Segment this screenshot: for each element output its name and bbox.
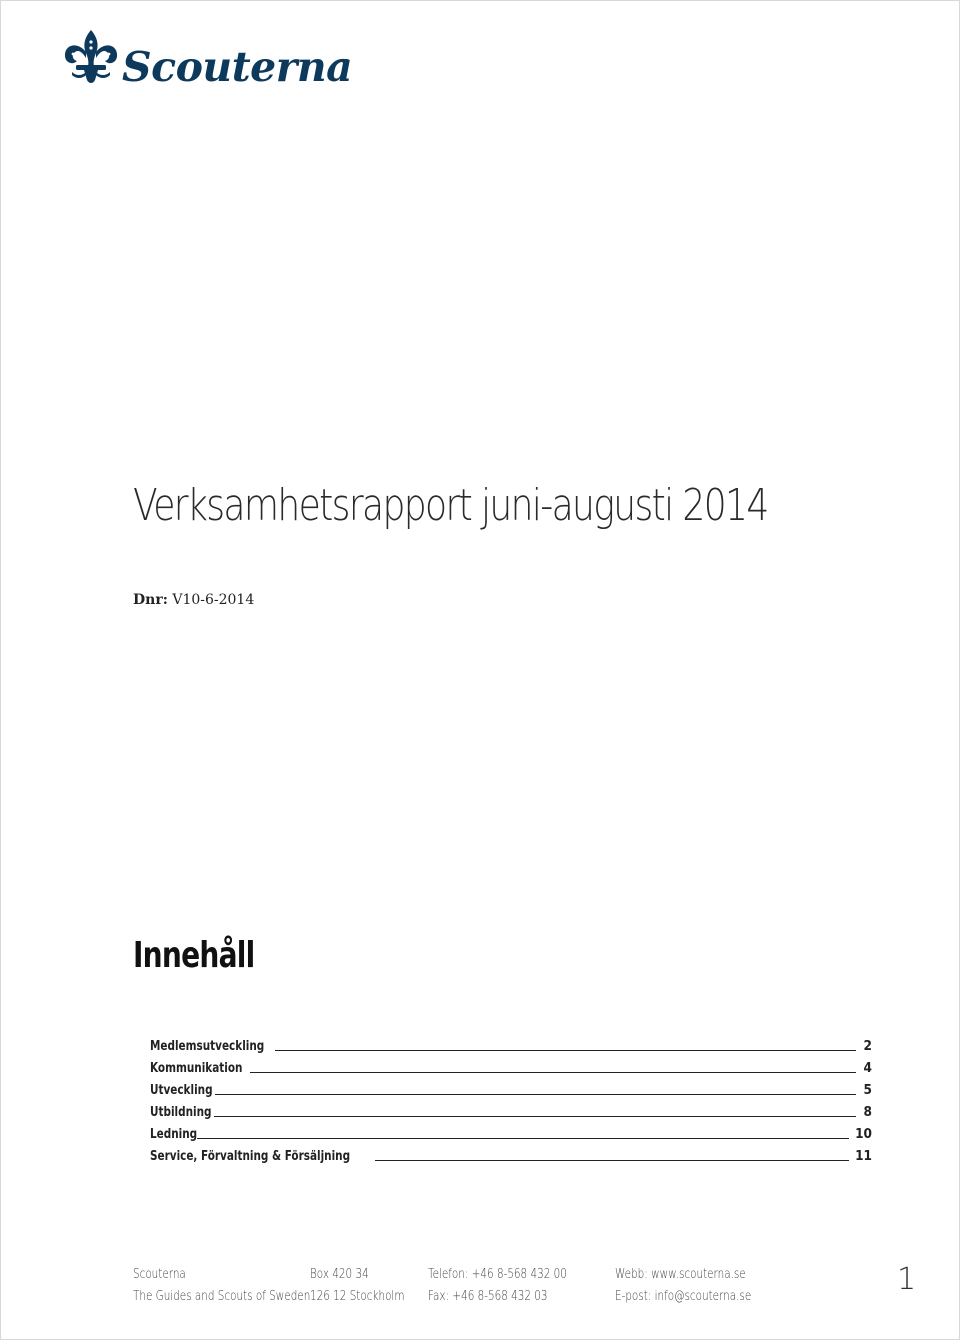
toc-entry-label: Medlemsutveckling [150, 1038, 265, 1054]
toc-entry-label: Ledning [150, 1126, 198, 1142]
logo-wordmark: Scouterna [122, 43, 353, 91]
dnr-value: V10-6-2014 [172, 592, 255, 608]
footer-phone: Telefon: +46 8-568 432 00 [428, 1267, 567, 1282]
toc-leader-line [197, 1138, 849, 1139]
toc-entry[interactable] [150, 1032, 872, 1054]
toc-entry-label: Kommunikation [150, 1060, 243, 1076]
toc-entry[interactable] [150, 1054, 872, 1076]
toc-entry-label: Utbildning [150, 1104, 212, 1120]
toc-leader-line [214, 1116, 856, 1117]
footer-address [310, 1264, 404, 1308]
toc-entry-page: 11 [855, 1148, 872, 1164]
toc-entry[interactable] [150, 1120, 872, 1142]
footer-address-line1: Box 420 34 [310, 1267, 369, 1282]
footer-organization [133, 1264, 310, 1308]
page-footer [133, 1264, 933, 1308]
toc-entry-label: Utveckling [150, 1082, 213, 1098]
toc-entry[interactable] [150, 1076, 872, 1098]
document-number [133, 592, 254, 608]
footer-web-link[interactable]: Webb: www.scouterna.se [615, 1267, 746, 1282]
table-of-contents [150, 1032, 872, 1164]
toc-leader-line [375, 1160, 849, 1161]
toc-leader-line [250, 1072, 856, 1073]
toc-entry-label: Service, Förvaltning & Försäljning [150, 1148, 351, 1164]
footer-org-subtitle: The Guides and Scouts of Sweden [133, 1289, 311, 1304]
toc-leader-line [215, 1094, 856, 1095]
toc-entry[interactable] [150, 1098, 872, 1120]
toc-entry[interactable] [150, 1142, 872, 1164]
footer-phone-fax [428, 1264, 567, 1308]
footer-fax: Fax: +46 8-568 432 03 [428, 1289, 548, 1304]
document-title: Verksamhetsrapport juni-augusti 2014 [133, 480, 768, 531]
toc-entry-page: 4 [863, 1060, 872, 1076]
page-number: 1 [897, 1262, 917, 1297]
toc-entry-page: 10 [855, 1126, 872, 1142]
toc-leader-line [275, 1050, 856, 1051]
dnr-label: Dnr: [133, 592, 168, 608]
toc-entry-page: 8 [863, 1104, 872, 1120]
toc-heading: Innehåll [133, 935, 255, 976]
toc-entry-page: 5 [863, 1082, 872, 1098]
footer-web-email [615, 1264, 751, 1308]
footer-org-name: Scouterna [133, 1267, 186, 1282]
footer-address-line2: 126 12 Stockholm [310, 1289, 405, 1304]
scouterna-logo [62, 28, 352, 90]
toc-entry-page: 2 [863, 1038, 872, 1054]
footer-email-link[interactable]: E-post: info@scouterna.se [615, 1289, 752, 1304]
fleur-de-lis-icon [62, 28, 120, 90]
